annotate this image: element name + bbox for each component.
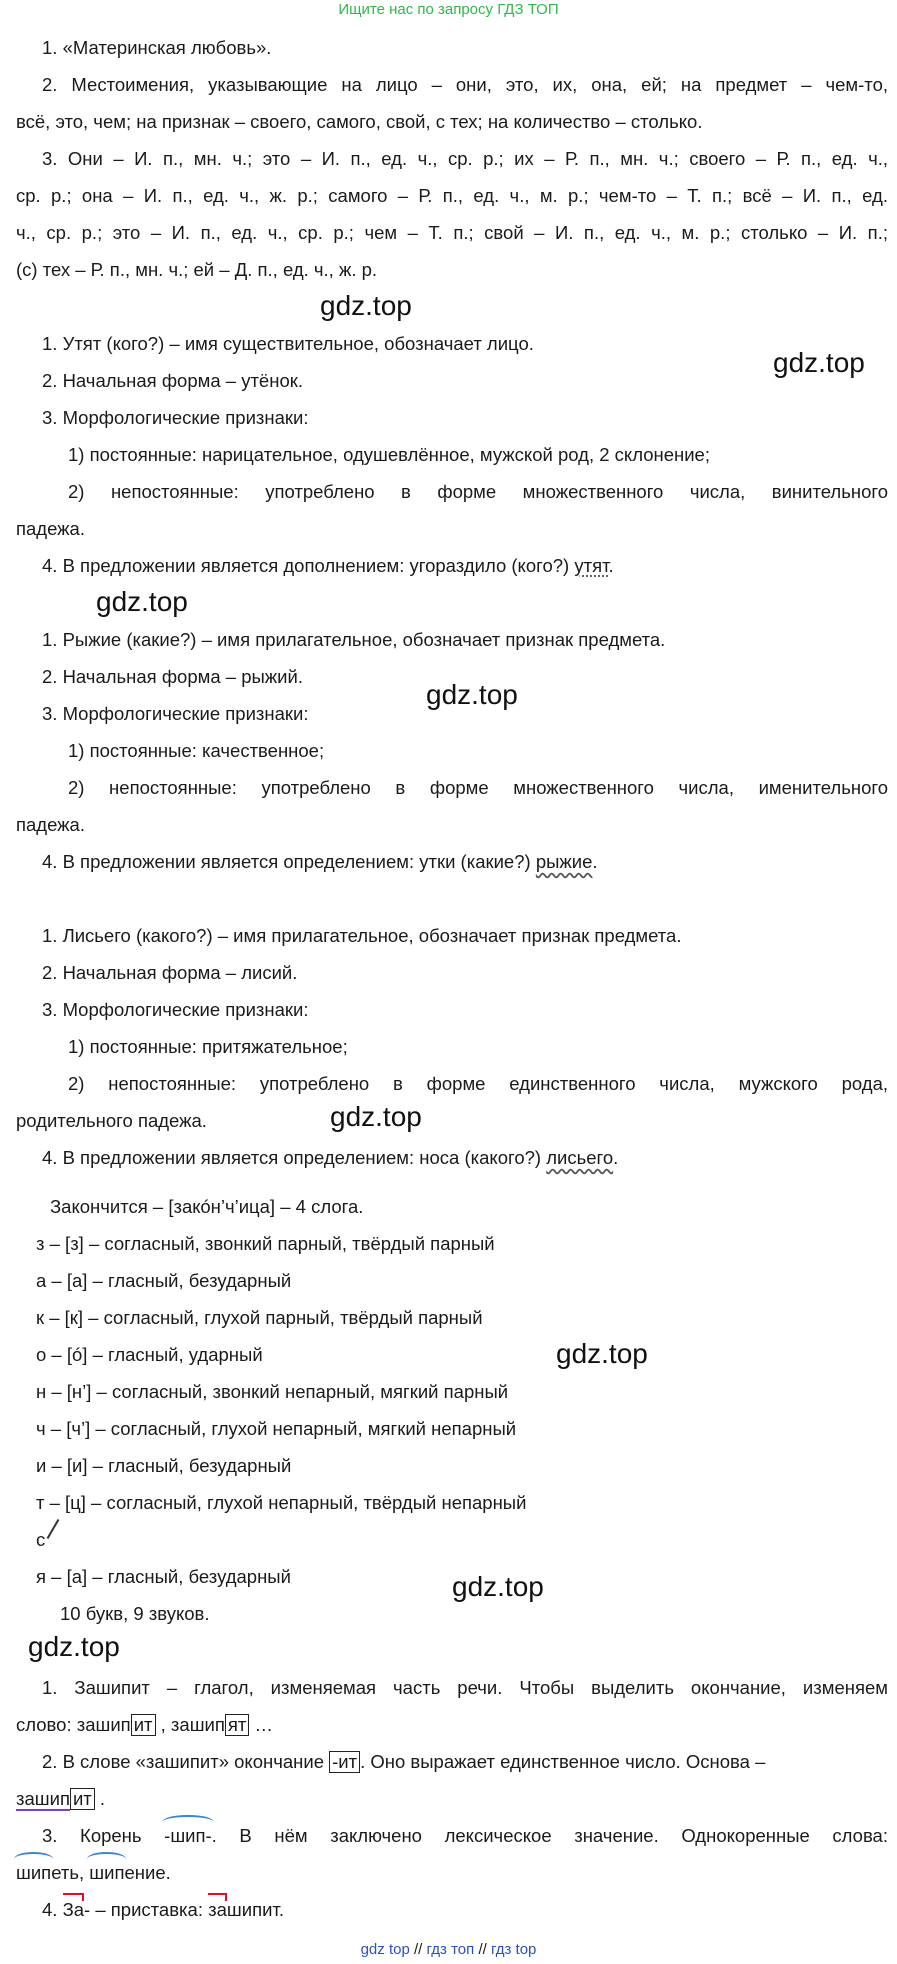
s1-line-1: 1. «Материнская любовь». (42, 37, 272, 58)
prefix-mark: За (62, 1899, 85, 1920)
s3-line-6: 4. В предложении является определением: утки (какие?) рыжие. (42, 851, 598, 872)
watermark: gdz.top (28, 1631, 120, 1662)
s2-line-4: 1) постоянные: нарицательное, одушевлённое, мужской род, 2 склонение; (68, 444, 710, 465)
watermark: gdz.top (556, 1338, 648, 1369)
watermark: gdz.top (96, 586, 188, 617)
ending-box: ит (131, 1714, 156, 1736)
s2-line-1: 1. Утят (кого?) – имя существительное, обозначает лицо. (42, 333, 534, 354)
s6-line-5: 3. Корень -шип-. В нём заключено лексическое значение. Однокоренные слова: (42, 1825, 888, 1846)
s3-line-4: 1) постоянные: качественное; (68, 740, 325, 761)
s3-line-5b: падежа. (16, 814, 85, 835)
root-arc: -шип- (164, 1825, 212, 1846)
s2-line-5a: 2) непостоянные: употреблено в форме множественного числа, винительного (68, 481, 888, 502)
watermark: gdz.top (452, 1571, 544, 1602)
s4-line-6-text: 4. В предложении является определением: носа (какого?) (42, 1147, 547, 1168)
s2-line-5b: падежа. (16, 518, 85, 539)
s4-line-6: 4. В предложении является определением: носа (какого?) лисьего. (42, 1147, 619, 1168)
s1-line-2a: 2. Местоимения, указывающие на лицо – они, это, их, она, ей; на предмет – чем-то, (42, 74, 888, 95)
phonetic-title: Закончится – [закóн’ч’ица] – 4 слога. (50, 1196, 364, 1217)
attribute-word: лисьего (546, 1147, 614, 1168)
s2-line-6-text: 4. В предложении является дополнением: угораздило (кого?) (42, 555, 575, 576)
root-arc: шип (89, 1862, 125, 1883)
phonetic-row: к – [к] – согласный, глухой парный, твёрдый парный (36, 1307, 483, 1328)
phonetic-row: а – [а] – гласный, безударный (36, 1270, 292, 1291)
silent-letter-mark (47, 1519, 60, 1539)
footer-links (0, 1940, 897, 1960)
footer-link[interactable]: gdz top (360, 1941, 410, 1958)
s6-line-6: шипеть, шипение. (16, 1862, 171, 1883)
phonetic-total: 10 букв, 9 звуков. (60, 1603, 210, 1624)
phonetic-row: н – [н’] – согласный, звонкий непарный, мягкий парный (36, 1381, 509, 1402)
root-arc: шип (16, 1862, 52, 1883)
watermark: gdz.top (773, 347, 865, 378)
s6-line-7: 4. За- – приставка: зашипит. (42, 1899, 284, 1920)
prefix-mark: за (208, 1899, 227, 1920)
s3-line-6-text: 4. В предложении является определением: утки (какие?) (42, 851, 536, 872)
s6-line-3: 2. В слове «зашипит» окончание -ит . Оно выражает единственное число. Основа – (42, 1751, 766, 1772)
phonetic-row: с (36, 1529, 46, 1550)
attribute-word: рыжие (535, 851, 593, 872)
s2-line-2: 2. Начальная форма – утёнок. (42, 370, 303, 391)
phonetic-row: я – [а] – гласный, безударный (36, 1566, 291, 1587)
s4-line-2: 2. Начальная форма – лисий. (42, 962, 298, 983)
word-stem: зашип (16, 1788, 70, 1809)
s3-line-2: 2. Начальная форма – рыжий. (42, 666, 303, 687)
search-hint-link[interactable]: Ищите нас по запросу ГДЗ ТОП (338, 1, 559, 18)
s1-line-2b: всё, это, чем; на признак – своего, самого, свой, с тех; на количество – столько. (16, 111, 703, 132)
ending-box: -ит (329, 1751, 360, 1773)
s4-line-3: 3. Морфологические признаки: (42, 999, 309, 1020)
phonetic-row: т – [ц] – согласный, глухой непарный, твёрдый непарный (36, 1492, 527, 1513)
phonetic-row: о – [ó] – гласный, ударный (36, 1344, 263, 1365)
ending-box: ят (225, 1714, 250, 1736)
s3-line-1: 1. Рыжие (какие?) – имя прилагательное, обозначает признак предмета. (42, 629, 666, 650)
watermark: gdz.top (330, 1101, 422, 1132)
phonetic-row: и – [и] – гласный, безударный (36, 1455, 292, 1476)
footer-separator: // (413, 1941, 423, 1958)
footer-link[interactable]: гдз топ (426, 1941, 475, 1958)
s2-line-6: 4. В предложении является дополнением: угораздило (кого?) утят. (42, 555, 614, 576)
s6-line-2: слово: зашип ит , зашип ят … (16, 1714, 274, 1735)
footer-separator: // (478, 1941, 487, 1958)
s1-line-3b: ср. р.; она – И. п., ед. ч., ж. р.; самого – Р. п., ед. ч., м. р.; чем-то – Т. п.; всё – И. п., ед. (16, 185, 888, 206)
s4-line-4: 1) постоянные: притяжательное; (68, 1036, 348, 1057)
s4-line-5a: 2) непостоянные: употреблено в форме единственного числа, мужского рода, (68, 1073, 888, 1094)
s1-line-3c: ч., ср. р.; это – И. п., ед. ч., ср. р.; чем – Т. п.; свой – И. п., ед. ч., м. р.; столько – И. п.; (16, 222, 888, 243)
s2-line-3: 3. Морфологические признаки: (42, 407, 309, 428)
s4-line-5b: родительного падежа. (16, 1110, 207, 1131)
s3-line-5a: 2) непостоянные: употреблено в форме множественного числа, именительного (68, 777, 888, 798)
s6-line-1: 1. Зашипит – глагол, изменяемая часть речи. Чтобы выделить окончание, изменяем (42, 1677, 888, 1698)
s6-line-4: зашип ит . (16, 1788, 106, 1809)
s1-line-3a: 3. Они – И. п., мн. ч.; это – И. п., ед. ч., ср. р.; их – Р. п., мн. ч.; своего – Р. п., ед. ч., (42, 148, 888, 169)
object-word: утят (574, 555, 609, 576)
ending-box: ит (70, 1788, 95, 1810)
footer-link[interactable]: гдз top (490, 1941, 537, 1958)
s4-line-1: 1. Лисьего (какого?) – имя прилагательное, обозначает признак предмета. (42, 925, 682, 946)
watermark: gdz.top (426, 679, 518, 710)
phonetic-row: з – [з] – согласный, звонкий парный, твёрдый парный (36, 1233, 495, 1254)
s3-line-3: 3. Морфологические признаки: (42, 703, 309, 724)
watermark: gdz.top (320, 290, 412, 321)
s1-line-3d: (с) тех – Р. п., мн. ч.; ей – Д. п., ед. ч., ж. р. (16, 259, 378, 280)
phonetic-row: ч – [ч’] – согласный, глухой непарный, мягкий непарный (36, 1418, 517, 1439)
